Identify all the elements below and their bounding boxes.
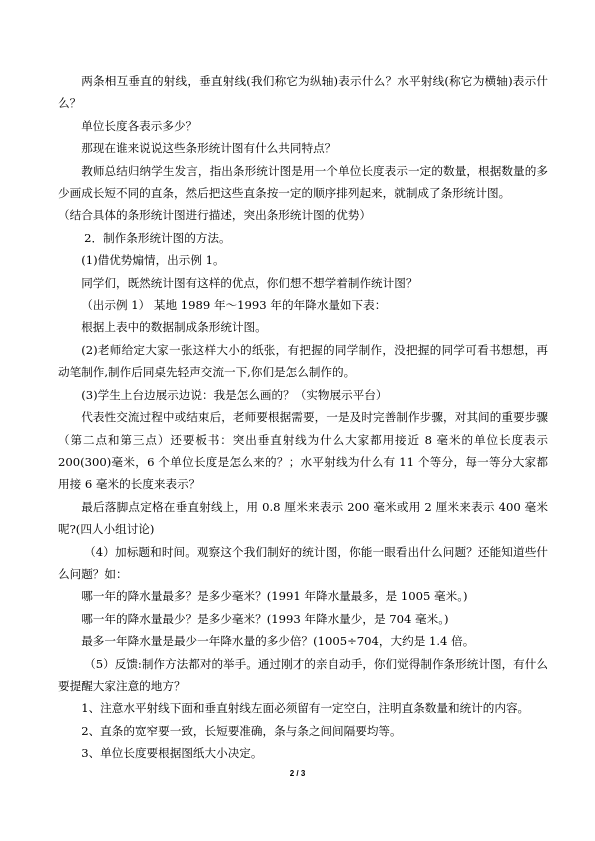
paragraph-step-1: (1)借优势煽情，出示例 1。 (81, 253, 225, 268)
paragraph-teacher-summary: 教师总结归纳学生发言，指出条形统计图是用一个单位长度表示一定的数量，根据数量的多少画成长短不同的直条，然后把这些直条按一定的顺序排列起来，就制成了条形统计图。 (58, 163, 548, 201)
paragraph-step-2: (2)老师给定大家一张这样大小的纸张，有把握的同学制作，没把握的同学可看书想想，再动笔制作,制作后同桌先轻声交流一下,你们是怎么制作的。 (58, 342, 548, 380)
paragraph-summary-note: （结合具体的条形统计图进行描述，突出条形统计图的优势） (58, 208, 372, 223)
paragraph-step-5: （5）反馈:制作方法都对的举手。通过刚才的亲自动手，你们觉得制作条形统计图，有什么要提醒大家注意的地方？ (58, 656, 548, 693)
paragraph-make-chart: 根据上表中的数据制成条形统计图。 (81, 320, 267, 335)
section-heading-method: 2．制作条形统计图的方法。 (84, 230, 231, 245)
page-number: 2 / 3 (289, 769, 306, 778)
page-body (58, 70, 548, 765)
paragraph-unit-length-question: 单位长度各表示多少？ (81, 118, 198, 133)
paragraph-question-most: 哪一年的降水量最多？是多少毫米？(1991 年降水量最多，是 1005 毫米。) (81, 589, 468, 604)
paragraph-motivation: 同学们，既然统计图有这样的优点，你们想不想学着制作统计图？ (81, 275, 418, 290)
paragraph-axes-question: 两条相互垂直的射线，垂直射线(我们称它为纵轴)表示什么？水平射线(称它为横轴)表示什么？ (58, 74, 548, 111)
paragraph-vertical-axis-focus: 最后落脚点定格在垂直射线上，用 0.8 厘米来表示 200 毫米或用 2 厘米来表示 400 毫米呢?(四人小组讨论) (58, 499, 548, 537)
paragraph-note-2: 2、直条的宽窄要一致，长短要准确，条与条之间间隔要均等。 (81, 723, 402, 738)
paragraph-question-ratio: 最多一年降水量是最少一年降水量的多少倍？(1005÷704，大约是 1.4 倍。 (81, 634, 475, 649)
paragraph-step-3: (3)学生上台边展示边说：我是怎么画的？（实物展示平台） (81, 387, 388, 402)
paragraph-question-least: 哪一年的降水量最少？是多少毫米？(1993 年降水量少，是 704 毫米。) (81, 611, 449, 626)
paragraph-step-4: （4）加标题和时间。观察这个我们制好的统计图，你能一眼看出什么问题？还能知道些什么问题？如： (58, 544, 548, 581)
paragraph-example-1: （出示例 1） 某地 1989 年～1993 年的年降水量如下表： (81, 298, 387, 313)
paragraph-exchange: 代表性交流过程中或结束后，老师要根据需要，一是及时完善制作步骤，对其间的重要步骤（第二点和第三点）还要板书：突出垂直射线为什么大家都用接近 8 毫米的单位长度表示 200(300)毫米，6 个单位长度是怎么来的？；水平射线为什么有 11 个等分，每一等分大家都用接 6 毫米的长度来表示？ (58, 410, 548, 492)
paragraph-note-3: 3、单位长度要根据图纸大小决定。 (81, 746, 263, 761)
paragraph-note-1: 1、注意水平射线下面和垂直射线左面必须留有一定空白，注明直条数量和统计的内容。 (81, 701, 530, 716)
paragraph-common-features-question: 那现在谁来说说这些条形统计图有什么共同特点？ (81, 141, 337, 156)
